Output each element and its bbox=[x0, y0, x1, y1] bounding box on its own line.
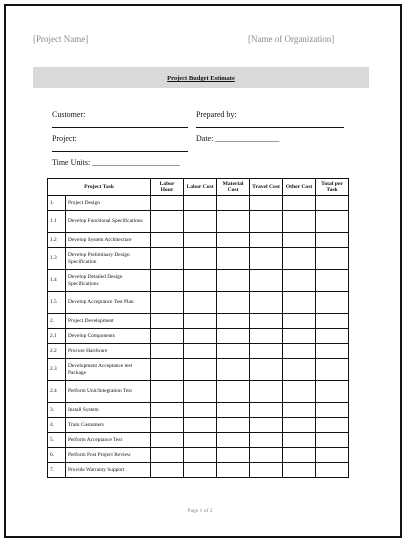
travel-cost-cell[interactable] bbox=[250, 211, 283, 233]
other-cost-cell[interactable] bbox=[283, 196, 316, 211]
travel-cost-cell[interactable] bbox=[250, 433, 283, 448]
other-cost-cell[interactable] bbox=[283, 248, 316, 270]
labor-cost-cell[interactable] bbox=[184, 359, 217, 381]
material-cost-cell[interactable] bbox=[217, 248, 250, 270]
labor-cost-cell[interactable] bbox=[184, 433, 217, 448]
task-name: Develop System Architecture bbox=[66, 233, 151, 248]
total-per-task-cell[interactable] bbox=[316, 211, 349, 233]
total-per-task-cell[interactable] bbox=[316, 418, 349, 433]
material-cost-cell[interactable] bbox=[217, 196, 250, 211]
customer-line bbox=[52, 127, 188, 128]
other-cost-cell[interactable] bbox=[283, 381, 316, 403]
material-cost-cell[interactable] bbox=[217, 329, 250, 344]
labor-cost-cell[interactable] bbox=[184, 292, 217, 314]
labor-hour-cell[interactable] bbox=[151, 344, 184, 359]
column-header-project-task: Project Task bbox=[48, 179, 151, 196]
other-cost-cell[interactable] bbox=[283, 418, 316, 433]
other-cost-cell[interactable] bbox=[283, 314, 316, 329]
project-name-placeholder: [Project Name] bbox=[33, 34, 89, 44]
table-row bbox=[48, 433, 349, 448]
column-header-other-cost: Other Cost bbox=[283, 179, 316, 196]
travel-cost-cell[interactable] bbox=[250, 463, 283, 478]
total-per-task-cell[interactable] bbox=[316, 403, 349, 418]
other-cost-cell[interactable] bbox=[283, 329, 316, 344]
travel-cost-cell[interactable] bbox=[250, 329, 283, 344]
table-row bbox=[48, 292, 349, 314]
table-row bbox=[48, 329, 349, 344]
material-cost-cell[interactable] bbox=[217, 463, 250, 478]
task-name: Perform Unit/Integration Test bbox=[66, 381, 151, 403]
labor-hour-cell[interactable] bbox=[151, 270, 184, 292]
labor-hour-cell[interactable] bbox=[151, 292, 184, 314]
travel-cost-cell[interactable] bbox=[250, 448, 283, 463]
other-cost-cell[interactable] bbox=[283, 233, 316, 248]
travel-cost-cell[interactable] bbox=[250, 381, 283, 403]
labor-hour-cell[interactable] bbox=[151, 359, 184, 381]
travel-cost-cell[interactable] bbox=[250, 314, 283, 329]
labor-hour-cell[interactable] bbox=[151, 211, 184, 233]
task-name: Develop Preliminary Design Specification bbox=[66, 248, 151, 270]
task-number: 3. bbox=[48, 403, 66, 418]
task-name: Perform Acceptance Test bbox=[66, 433, 151, 448]
travel-cost-cell[interactable] bbox=[250, 344, 283, 359]
travel-cost-cell[interactable] bbox=[250, 403, 283, 418]
travel-cost-cell[interactable] bbox=[250, 196, 283, 211]
task-number: 4. bbox=[48, 418, 66, 433]
date-field: Date: ________________ bbox=[196, 134, 280, 143]
labor-hour-cell[interactable] bbox=[151, 448, 184, 463]
project-line bbox=[52, 151, 188, 152]
table-row bbox=[48, 196, 349, 211]
organization-placeholder: [Name of Organization] bbox=[248, 34, 335, 44]
material-cost-cell[interactable] bbox=[217, 448, 250, 463]
total-per-task-cell[interactable] bbox=[316, 381, 349, 403]
labor-cost-cell[interactable] bbox=[184, 314, 217, 329]
task-number: 2.4 bbox=[48, 381, 66, 403]
material-cost-cell[interactable] bbox=[217, 403, 250, 418]
total-per-task-cell[interactable] bbox=[316, 359, 349, 381]
total-per-task-cell[interactable] bbox=[316, 344, 349, 359]
material-cost-cell[interactable] bbox=[217, 433, 250, 448]
total-per-task-cell[interactable] bbox=[316, 314, 349, 329]
labor-hour-cell[interactable] bbox=[151, 433, 184, 448]
total-per-task-cell[interactable] bbox=[316, 463, 349, 478]
labor-cost-cell[interactable] bbox=[184, 418, 217, 433]
labor-cost-cell[interactable] bbox=[184, 344, 217, 359]
column-header-labor-hour: Labor Hour bbox=[151, 179, 184, 196]
material-cost-cell[interactable] bbox=[217, 292, 250, 314]
task-name: Procure Hardware bbox=[66, 344, 151, 359]
other-cost-cell[interactable] bbox=[283, 211, 316, 233]
table-row bbox=[48, 270, 349, 292]
table-row bbox=[48, 359, 349, 381]
task-number: 1.4 bbox=[48, 270, 66, 292]
task-name: Project Design bbox=[66, 196, 151, 211]
travel-cost-cell[interactable] bbox=[250, 418, 283, 433]
budget-table bbox=[47, 178, 349, 478]
labor-cost-cell[interactable] bbox=[184, 196, 217, 211]
other-cost-cell[interactable] bbox=[283, 359, 316, 381]
task-name: Develop Detailed Design Specifications bbox=[66, 270, 151, 292]
task-name: Develop Components bbox=[66, 329, 151, 344]
table-row bbox=[48, 211, 349, 233]
total-per-task-cell[interactable] bbox=[316, 329, 349, 344]
material-cost-cell[interactable] bbox=[217, 233, 250, 248]
material-cost-cell[interactable] bbox=[217, 418, 250, 433]
prepared-by-label: Prepared by: bbox=[196, 110, 237, 119]
time-units-field: Time Units: ______________________ bbox=[52, 158, 181, 167]
labor-cost-cell[interactable] bbox=[184, 463, 217, 478]
task-number: 2.3 bbox=[48, 359, 66, 381]
labor-hour-cell[interactable] bbox=[151, 418, 184, 433]
labor-cost-cell[interactable] bbox=[184, 270, 217, 292]
total-per-task-cell[interactable] bbox=[316, 292, 349, 314]
labor-cost-cell[interactable] bbox=[184, 381, 217, 403]
other-cost-cell[interactable] bbox=[283, 403, 316, 418]
table-row bbox=[48, 248, 349, 270]
table-row bbox=[48, 463, 349, 478]
other-cost-cell[interactable] bbox=[283, 270, 316, 292]
table-row bbox=[48, 381, 349, 403]
prepared-by-line bbox=[196, 127, 344, 128]
material-cost-cell[interactable] bbox=[217, 270, 250, 292]
table-row bbox=[48, 314, 349, 329]
column-header-labor-cost: Labor Cost bbox=[184, 179, 217, 196]
table-row bbox=[48, 448, 349, 463]
task-number: 2.2 bbox=[48, 344, 66, 359]
labor-hour-cell[interactable] bbox=[151, 463, 184, 478]
table-row bbox=[48, 233, 349, 248]
other-cost-cell[interactable] bbox=[283, 463, 316, 478]
labor-cost-cell[interactable] bbox=[184, 233, 217, 248]
task-name: Development Acceptance test Package bbox=[66, 359, 151, 381]
total-per-task-cell[interactable] bbox=[316, 196, 349, 211]
travel-cost-cell[interactable] bbox=[250, 359, 283, 381]
total-per-task-cell[interactable] bbox=[316, 233, 349, 248]
customer-label: Customer: bbox=[52, 110, 86, 119]
labor-hour-cell[interactable] bbox=[151, 196, 184, 211]
labor-hour-cell[interactable] bbox=[151, 403, 184, 418]
material-cost-cell[interactable] bbox=[217, 381, 250, 403]
other-cost-cell[interactable] bbox=[283, 292, 316, 314]
table-row bbox=[48, 403, 349, 418]
task-name: Train Customers bbox=[66, 418, 151, 433]
task-number: 1.1 bbox=[48, 211, 66, 233]
total-per-task-cell[interactable] bbox=[316, 433, 349, 448]
labor-cost-cell[interactable] bbox=[184, 248, 217, 270]
task-name: Project Development bbox=[66, 314, 151, 329]
task-number: 1. bbox=[48, 196, 66, 211]
other-cost-cell[interactable] bbox=[283, 344, 316, 359]
project-label: Project: bbox=[52, 134, 77, 143]
other-cost-cell[interactable] bbox=[283, 448, 316, 463]
total-per-task-cell[interactable] bbox=[316, 448, 349, 463]
task-name: Develop Acceptance Test Plan bbox=[66, 292, 151, 314]
labor-hour-cell[interactable] bbox=[151, 329, 184, 344]
document-title: Project Budget Estimate bbox=[167, 75, 235, 82]
total-per-task-cell[interactable] bbox=[316, 270, 349, 292]
task-number: 1.5 bbox=[48, 292, 66, 314]
labor-cost-cell[interactable] bbox=[184, 448, 217, 463]
task-name: Develop Functional Specifications bbox=[66, 211, 151, 233]
labor-hour-cell[interactable] bbox=[151, 248, 184, 270]
material-cost-cell[interactable] bbox=[217, 359, 250, 381]
material-cost-cell[interactable] bbox=[217, 344, 250, 359]
title-bar bbox=[33, 67, 369, 88]
labor-cost-cell[interactable] bbox=[184, 211, 217, 233]
labor-cost-cell[interactable] bbox=[184, 403, 217, 418]
task-number: 1.2 bbox=[48, 233, 66, 248]
task-number: 5. bbox=[48, 433, 66, 448]
column-header-total-per-task: Total per Task bbox=[316, 179, 349, 196]
task-name: Provide Warranty Support bbox=[66, 463, 151, 478]
task-number: 1.3 bbox=[48, 248, 66, 270]
material-cost-cell[interactable] bbox=[217, 211, 250, 233]
labor-cost-cell[interactable] bbox=[184, 329, 217, 344]
task-number: 2. bbox=[48, 314, 66, 329]
task-number: 2.1 bbox=[48, 329, 66, 344]
travel-cost-cell[interactable] bbox=[250, 233, 283, 248]
column-header-travel-cost: Travel Cost bbox=[250, 179, 283, 196]
travel-cost-cell[interactable] bbox=[250, 248, 283, 270]
table-row bbox=[48, 344, 349, 359]
table-header-row bbox=[48, 179, 349, 196]
material-cost-cell[interactable] bbox=[217, 314, 250, 329]
travel-cost-cell[interactable] bbox=[250, 292, 283, 314]
table-row bbox=[48, 418, 349, 433]
travel-cost-cell[interactable] bbox=[250, 270, 283, 292]
labor-hour-cell[interactable] bbox=[151, 381, 184, 403]
labor-hour-cell[interactable] bbox=[151, 314, 184, 329]
task-name: Install System bbox=[66, 403, 151, 418]
task-name: Perform Post Project Review bbox=[66, 448, 151, 463]
page-number: Page 1 of 2 bbox=[187, 508, 213, 514]
task-number: 7. bbox=[48, 463, 66, 478]
column-header-material-cost: Material Cost bbox=[217, 179, 250, 196]
total-per-task-cell[interactable] bbox=[316, 248, 349, 270]
other-cost-cell[interactable] bbox=[283, 433, 316, 448]
labor-hour-cell[interactable] bbox=[151, 233, 184, 248]
task-number: 6. bbox=[48, 448, 66, 463]
